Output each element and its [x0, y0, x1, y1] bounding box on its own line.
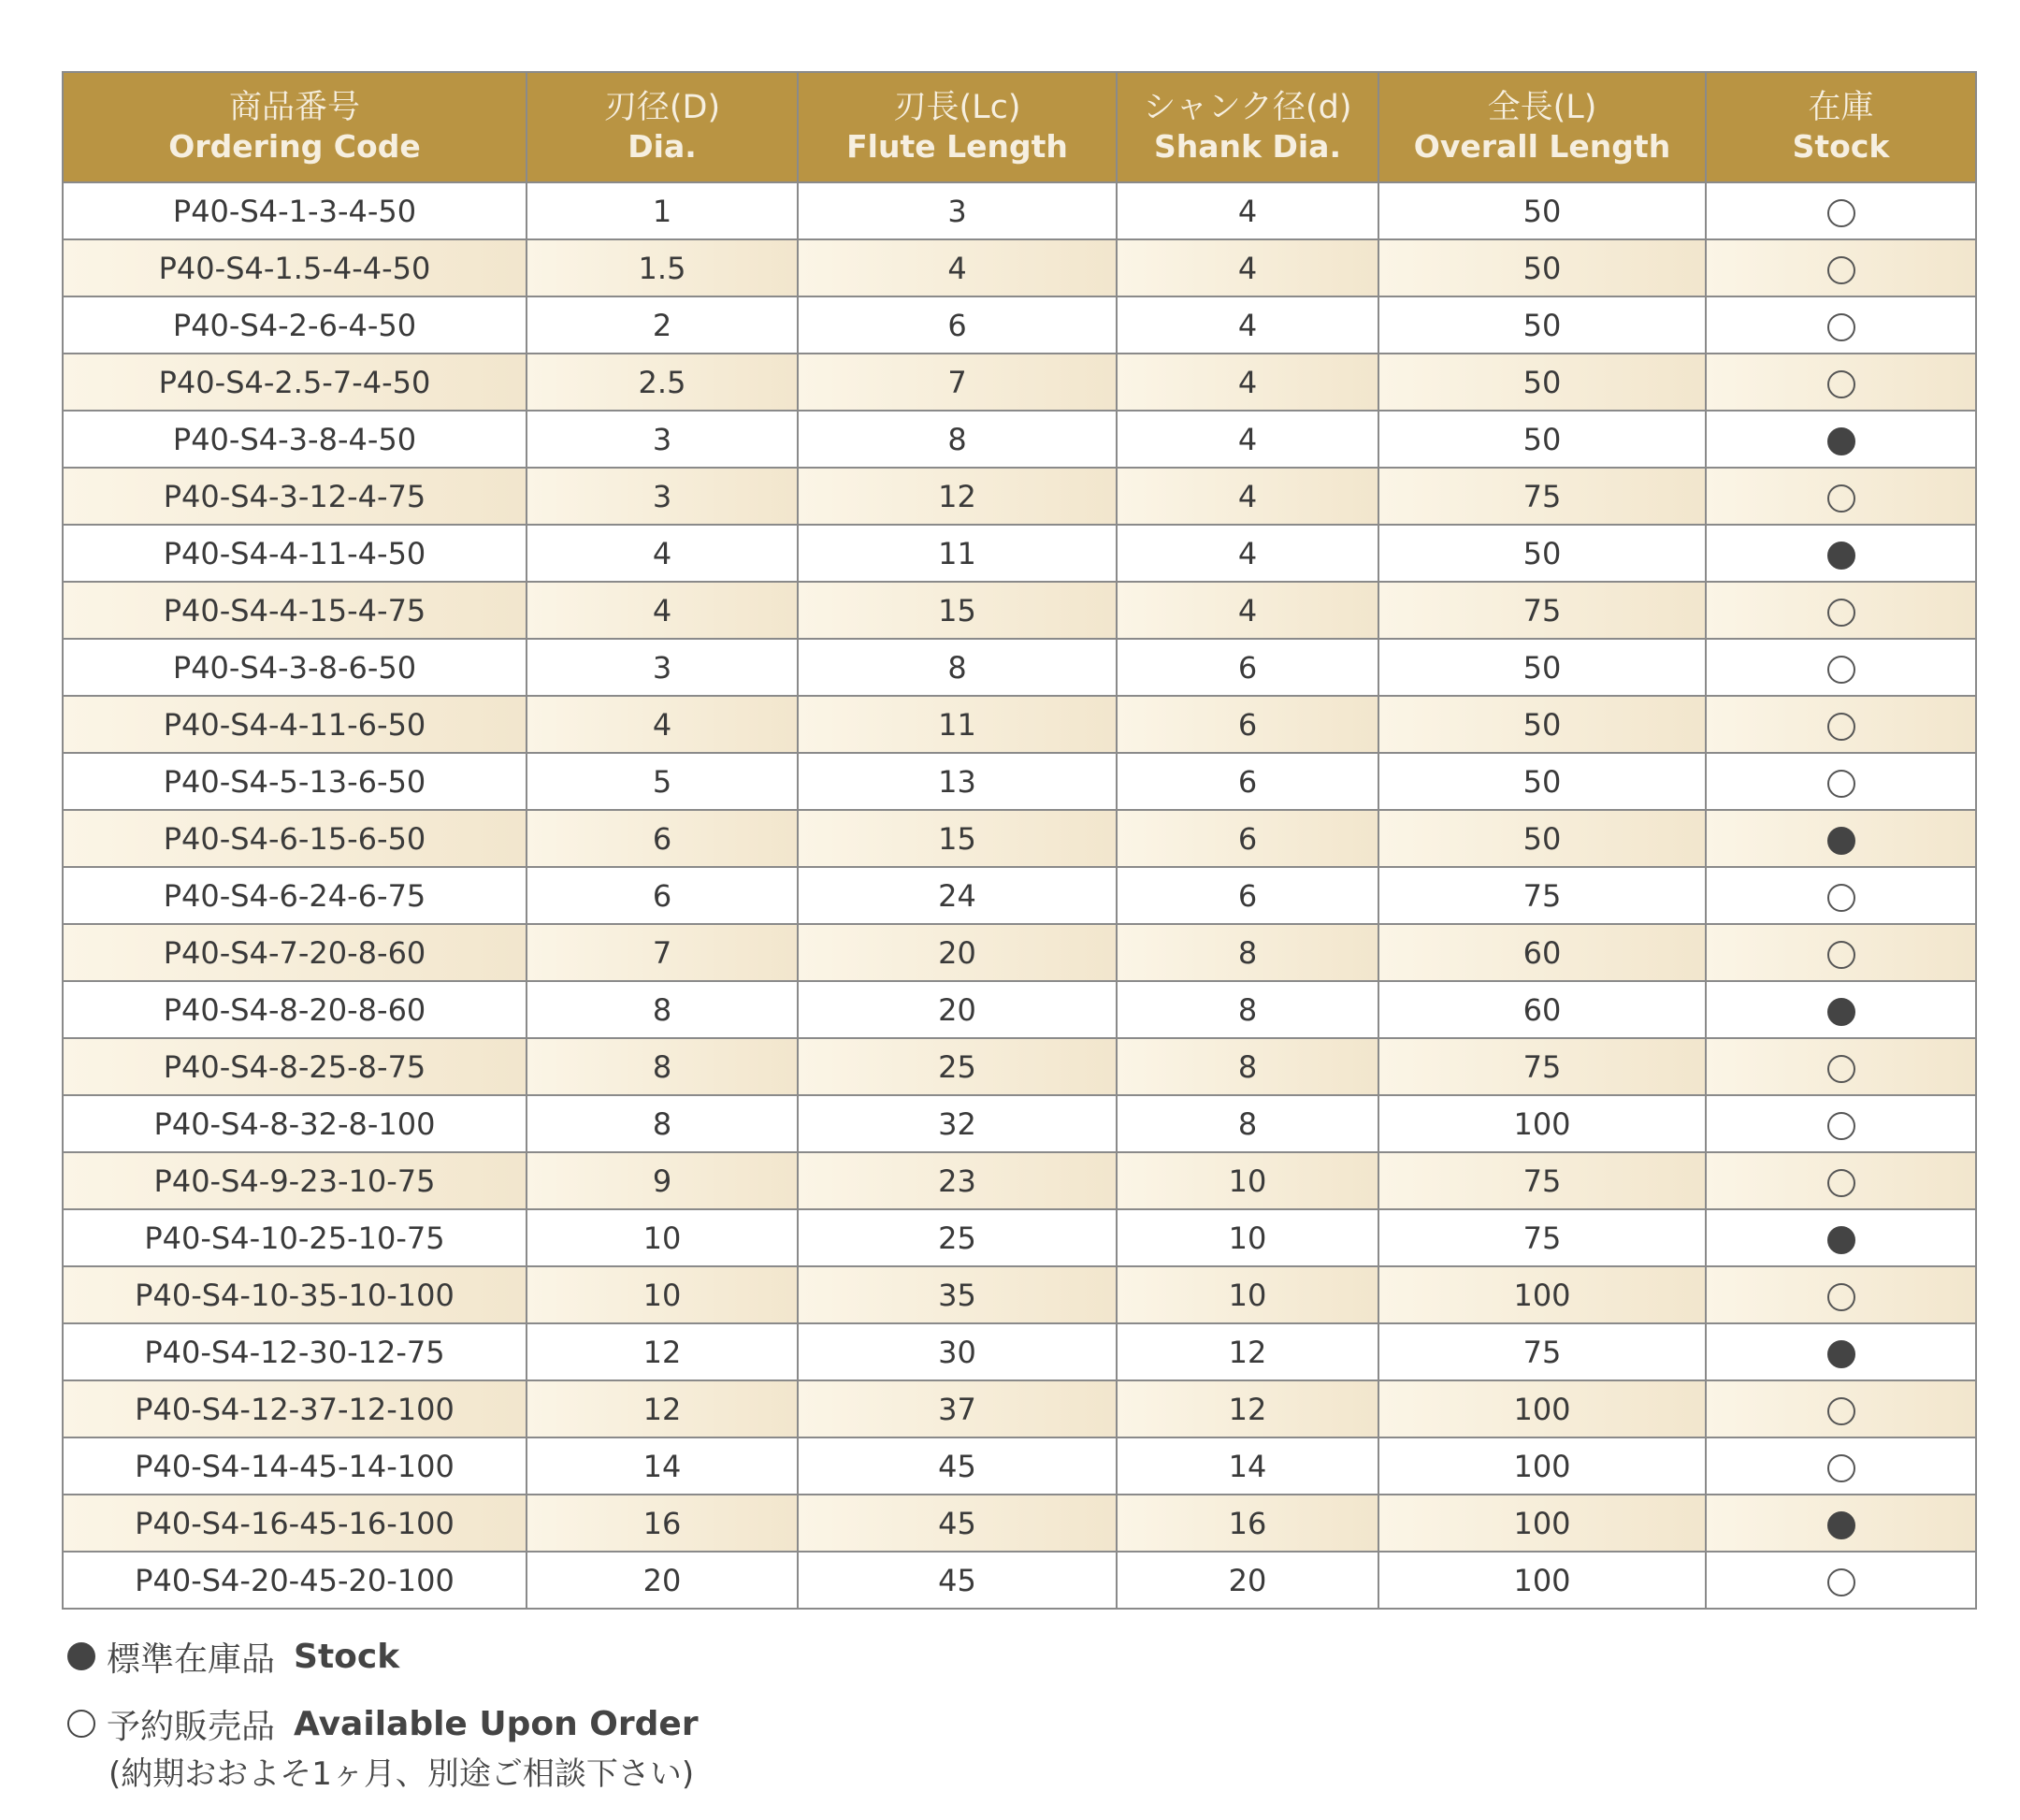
cell-shank: 4	[1117, 468, 1378, 525]
cell-shank: 4	[1117, 354, 1378, 411]
table-row	[63, 411, 1976, 468]
cell-dia: 14	[527, 1437, 798, 1495]
cell-code: P40-S4-12-30-12-75	[63, 1323, 527, 1380]
open-circle-icon	[1827, 1454, 1855, 1482]
cell-code: P40-S4-4-15-4-75	[63, 582, 527, 639]
cell-flute: 7	[798, 354, 1117, 411]
header-en: Dia.	[628, 128, 697, 165]
cell-dia: 16	[527, 1495, 798, 1552]
legend-order-note: (納期おおよそ1ヶ月、別途ご相談下さい)	[108, 1755, 695, 1793]
cell-overall: 100	[1378, 1552, 1706, 1609]
cell-dia: 2	[527, 296, 798, 354]
cell-code: P40-S4-3-12-4-75	[63, 468, 527, 525]
cell-flute: 30	[798, 1323, 1117, 1380]
cell-stock	[1706, 411, 1976, 468]
cell-overall: 75	[1378, 1323, 1706, 1380]
cell-dia: 8	[527, 981, 798, 1038]
legend-order-ja: 予約販売品	[107, 1707, 276, 1746]
cell-stock	[1706, 468, 1976, 525]
cell-code: P40-S4-6-15-6-50	[63, 810, 527, 867]
table-row	[63, 1552, 1976, 1609]
legend-order-en: Available Upon Order	[294, 1704, 699, 1743]
cell-stock	[1706, 1323, 1976, 1380]
header-stock	[1706, 72, 1976, 182]
cell-dia: 4	[527, 525, 798, 582]
cell-overall: 60	[1378, 981, 1706, 1038]
cell-dia: 8	[527, 1038, 798, 1095]
header-ja: 刃長(Lc)	[893, 89, 1021, 126]
table-row	[63, 1380, 1976, 1437]
cell-overall: 75	[1378, 867, 1706, 924]
cell-shank: 12	[1117, 1323, 1378, 1380]
cell-shank: 6	[1117, 753, 1378, 810]
cell-flute: 23	[798, 1152, 1117, 1209]
cell-code: P40-S4-8-32-8-100	[63, 1095, 527, 1152]
spec-table	[62, 71, 1977, 1610]
open-circle-icon	[1827, 199, 1855, 227]
cell-shank: 10	[1117, 1152, 1378, 1209]
cell-code: P40-S4-9-23-10-75	[63, 1152, 527, 1209]
cell-dia: 12	[527, 1323, 798, 1380]
filled-circle-icon	[1827, 1511, 1855, 1539]
cell-stock	[1706, 1380, 1976, 1437]
cell-stock	[1706, 1552, 1976, 1609]
cell-stock	[1706, 1095, 1976, 1152]
cell-code: P40-S4-8-25-8-75	[63, 1038, 527, 1095]
cell-shank: 6	[1117, 696, 1378, 753]
cell-flute: 45	[798, 1495, 1117, 1552]
table-row	[63, 1266, 1976, 1323]
cell-shank: 10	[1117, 1266, 1378, 1323]
legend	[67, 1632, 699, 1794]
cell-shank: 16	[1117, 1495, 1378, 1552]
cell-flute: 45	[798, 1437, 1117, 1495]
cell-stock	[1706, 867, 1976, 924]
cell-overall: 50	[1378, 639, 1706, 696]
filled-circle-icon	[1827, 827, 1855, 855]
cell-shank: 14	[1117, 1437, 1378, 1495]
cell-stock	[1706, 582, 1976, 639]
cell-shank: 6	[1117, 867, 1378, 924]
cell-stock	[1706, 639, 1976, 696]
header-en: Stock	[1792, 128, 1890, 165]
table-row	[63, 468, 1976, 525]
cell-code: P40-S4-5-13-6-50	[63, 753, 527, 810]
cell-stock	[1706, 182, 1976, 239]
cell-flute: 45	[798, 1552, 1117, 1609]
cell-stock	[1706, 296, 1976, 354]
cell-code: P40-S4-12-37-12-100	[63, 1380, 527, 1437]
open-circle-icon	[1827, 884, 1855, 912]
cell-dia: 8	[527, 1095, 798, 1152]
cell-shank: 6	[1117, 810, 1378, 867]
open-circle-icon	[1827, 1397, 1855, 1425]
cell-code: P40-S4-4-11-4-50	[63, 525, 527, 582]
cell-dia: 3	[527, 468, 798, 525]
header-ordering-code	[63, 72, 527, 182]
header-en: Shank Dia.	[1154, 128, 1341, 165]
cell-flute: 24	[798, 867, 1117, 924]
cell-code: P40-S4-16-45-16-100	[63, 1495, 527, 1552]
cell-shank: 8	[1117, 1038, 1378, 1095]
cell-dia: 9	[527, 1152, 798, 1209]
cell-flute: 11	[798, 525, 1117, 582]
header-en: Flute Length	[846, 128, 1068, 165]
legend-order	[67, 1699, 699, 1748]
table-body	[63, 182, 1976, 1609]
header-dia	[527, 72, 798, 182]
cell-shank: 4	[1117, 582, 1378, 639]
cell-flute: 11	[798, 696, 1117, 753]
cell-shank: 8	[1117, 1095, 1378, 1152]
cell-overall: 100	[1378, 1380, 1706, 1437]
table-row	[63, 924, 1976, 981]
cell-shank: 6	[1117, 639, 1378, 696]
open-circle-icon	[67, 1710, 95, 1738]
cell-overall: 50	[1378, 525, 1706, 582]
table-row	[63, 1495, 1976, 1552]
open-circle-icon	[1827, 370, 1855, 398]
cell-flute: 12	[798, 468, 1117, 525]
cell-overall: 50	[1378, 696, 1706, 753]
table-row	[63, 239, 1976, 296]
cell-stock	[1706, 1266, 1976, 1323]
filled-circle-icon	[1827, 1226, 1855, 1254]
filled-circle-icon	[1827, 1340, 1855, 1368]
table-row	[63, 354, 1976, 411]
cell-shank: 4	[1117, 525, 1378, 582]
table-row	[63, 1209, 1976, 1266]
cell-stock	[1706, 810, 1976, 867]
cell-overall: 100	[1378, 1266, 1706, 1323]
header-overall-length	[1378, 72, 1706, 182]
open-circle-icon	[1827, 1169, 1855, 1197]
cell-flute: 15	[798, 582, 1117, 639]
cell-code: P40-S4-1.5-4-4-50	[63, 239, 527, 296]
header-ja: シャンク径(d)	[1143, 89, 1352, 126]
cell-overall: 75	[1378, 582, 1706, 639]
cell-code: P40-S4-3-8-6-50	[63, 639, 527, 696]
open-circle-icon	[1827, 599, 1855, 627]
cell-flute: 4	[798, 239, 1117, 296]
cell-dia: 7	[527, 924, 798, 981]
header-en: Overall Length	[1413, 128, 1671, 165]
cell-overall: 50	[1378, 411, 1706, 468]
cell-overall: 50	[1378, 296, 1706, 354]
cell-flute: 20	[798, 981, 1117, 1038]
cell-code: P40-S4-20-45-20-100	[63, 1552, 527, 1609]
cell-shank: 10	[1117, 1209, 1378, 1266]
cell-flute: 8	[798, 411, 1117, 468]
cell-overall: 100	[1378, 1095, 1706, 1152]
table-row	[63, 810, 1976, 867]
cell-code: P40-S4-2-6-4-50	[63, 296, 527, 354]
cell-overall: 50	[1378, 810, 1706, 867]
legend-stock-en: Stock	[294, 1637, 400, 1676]
cell-dia: 1	[527, 182, 798, 239]
filled-circle-icon	[67, 1642, 95, 1670]
header-shank-dia	[1117, 72, 1378, 182]
cell-dia: 4	[527, 696, 798, 753]
cell-overall: 100	[1378, 1495, 1706, 1552]
cell-stock	[1706, 1495, 1976, 1552]
cell-overall: 75	[1378, 1209, 1706, 1266]
cell-shank: 8	[1117, 924, 1378, 981]
filled-circle-icon	[1827, 542, 1855, 570]
cell-dia: 20	[527, 1552, 798, 1609]
cell-dia: 6	[527, 867, 798, 924]
cell-code: P40-S4-3-8-4-50	[63, 411, 527, 468]
cell-overall: 50	[1378, 753, 1706, 810]
cell-dia: 5	[527, 753, 798, 810]
table-row	[63, 867, 1976, 924]
open-circle-icon	[1827, 313, 1855, 341]
cell-shank: 12	[1117, 1380, 1378, 1437]
header-ja: 在庫	[1808, 89, 1874, 126]
cell-dia: 6	[527, 810, 798, 867]
cell-flute: 3	[798, 182, 1117, 239]
open-circle-icon	[1827, 1112, 1855, 1140]
open-circle-icon	[1827, 713, 1855, 741]
cell-dia: 2.5	[527, 354, 798, 411]
filled-circle-icon	[1827, 998, 1855, 1026]
cell-code: P40-S4-1-3-4-50	[63, 182, 527, 239]
cell-shank: 4	[1117, 296, 1378, 354]
cell-flute: 6	[798, 296, 1117, 354]
cell-flute: 25	[798, 1038, 1117, 1095]
cell-dia: 10	[527, 1266, 798, 1323]
open-circle-icon	[1827, 1568, 1855, 1596]
cell-flute: 15	[798, 810, 1117, 867]
cell-flute: 25	[798, 1209, 1117, 1266]
cell-shank: 4	[1117, 239, 1378, 296]
cell-dia: 1.5	[527, 239, 798, 296]
open-circle-icon	[1827, 770, 1855, 798]
table-row	[63, 1437, 1976, 1495]
cell-stock	[1706, 753, 1976, 810]
cell-stock	[1706, 1437, 1976, 1495]
header-ja: 刃径(D)	[603, 89, 721, 126]
cell-shank: 8	[1117, 981, 1378, 1038]
cell-dia: 3	[527, 411, 798, 468]
table-row	[63, 753, 1976, 810]
cell-code: P40-S4-10-35-10-100	[63, 1266, 527, 1323]
table-row	[63, 1323, 1976, 1380]
table-row	[63, 1038, 1976, 1095]
table-row	[63, 696, 1976, 753]
cell-stock	[1706, 239, 1976, 296]
cell-stock	[1706, 1152, 1976, 1209]
header-en: Ordering Code	[168, 128, 421, 165]
cell-overall: 75	[1378, 468, 1706, 525]
cell-flute: 37	[798, 1380, 1117, 1437]
cell-stock	[1706, 696, 1976, 753]
cell-stock	[1706, 354, 1976, 411]
header-ja: 商品番号	[228, 89, 360, 126]
cell-stock	[1706, 981, 1976, 1038]
cell-flute: 8	[798, 639, 1117, 696]
cell-shank: 20	[1117, 1552, 1378, 1609]
cell-code: P40-S4-2.5-7-4-50	[63, 354, 527, 411]
cell-dia: 4	[527, 582, 798, 639]
cell-overall: 100	[1378, 1437, 1706, 1495]
cell-overall: 50	[1378, 182, 1706, 239]
open-circle-icon	[1827, 484, 1855, 513]
cell-overall: 50	[1378, 239, 1706, 296]
table-row	[63, 639, 1976, 696]
cell-stock	[1706, 1038, 1976, 1095]
open-circle-icon	[1827, 1055, 1855, 1083]
cell-overall: 60	[1378, 924, 1706, 981]
table-row	[63, 182, 1976, 239]
table-row	[63, 525, 1976, 582]
cell-stock	[1706, 1209, 1976, 1266]
cell-flute: 20	[798, 924, 1117, 981]
cell-code: P40-S4-14-45-14-100	[63, 1437, 527, 1495]
cell-shank: 4	[1117, 182, 1378, 239]
cell-flute: 35	[798, 1266, 1117, 1323]
open-circle-icon	[1827, 656, 1855, 684]
cell-dia: 10	[527, 1209, 798, 1266]
open-circle-icon	[1827, 256, 1855, 284]
cell-dia: 3	[527, 639, 798, 696]
table-row	[63, 1095, 1976, 1152]
cell-overall: 50	[1378, 354, 1706, 411]
cell-stock	[1706, 924, 1976, 981]
cell-code: P40-S4-10-25-10-75	[63, 1209, 527, 1266]
cell-stock	[1706, 525, 1976, 582]
open-circle-icon	[1827, 941, 1855, 969]
cell-dia: 12	[527, 1380, 798, 1437]
spec-table-container	[62, 71, 1975, 1610]
cell-code: P40-S4-4-11-6-50	[63, 696, 527, 753]
cell-code: P40-S4-7-20-8-60	[63, 924, 527, 981]
cell-flute: 32	[798, 1095, 1117, 1152]
cell-overall: 75	[1378, 1038, 1706, 1095]
legend-stock	[67, 1632, 699, 1681]
cell-flute: 13	[798, 753, 1117, 810]
table-row	[63, 1152, 1976, 1209]
header-flute-length	[798, 72, 1117, 182]
table-header-row	[63, 72, 1976, 182]
open-circle-icon	[1827, 1283, 1855, 1311]
table-row	[63, 582, 1976, 639]
table-row	[63, 981, 1976, 1038]
cell-code: P40-S4-8-20-8-60	[63, 981, 527, 1038]
legend-stock-ja: 標準在庫品	[107, 1639, 276, 1679]
header-ja: 全長(L)	[1487, 89, 1597, 126]
table-row	[63, 296, 1976, 354]
filled-circle-icon	[1827, 427, 1855, 455]
cell-overall: 75	[1378, 1152, 1706, 1209]
cell-code: P40-S4-6-24-6-75	[63, 867, 527, 924]
cell-shank: 4	[1117, 411, 1378, 468]
